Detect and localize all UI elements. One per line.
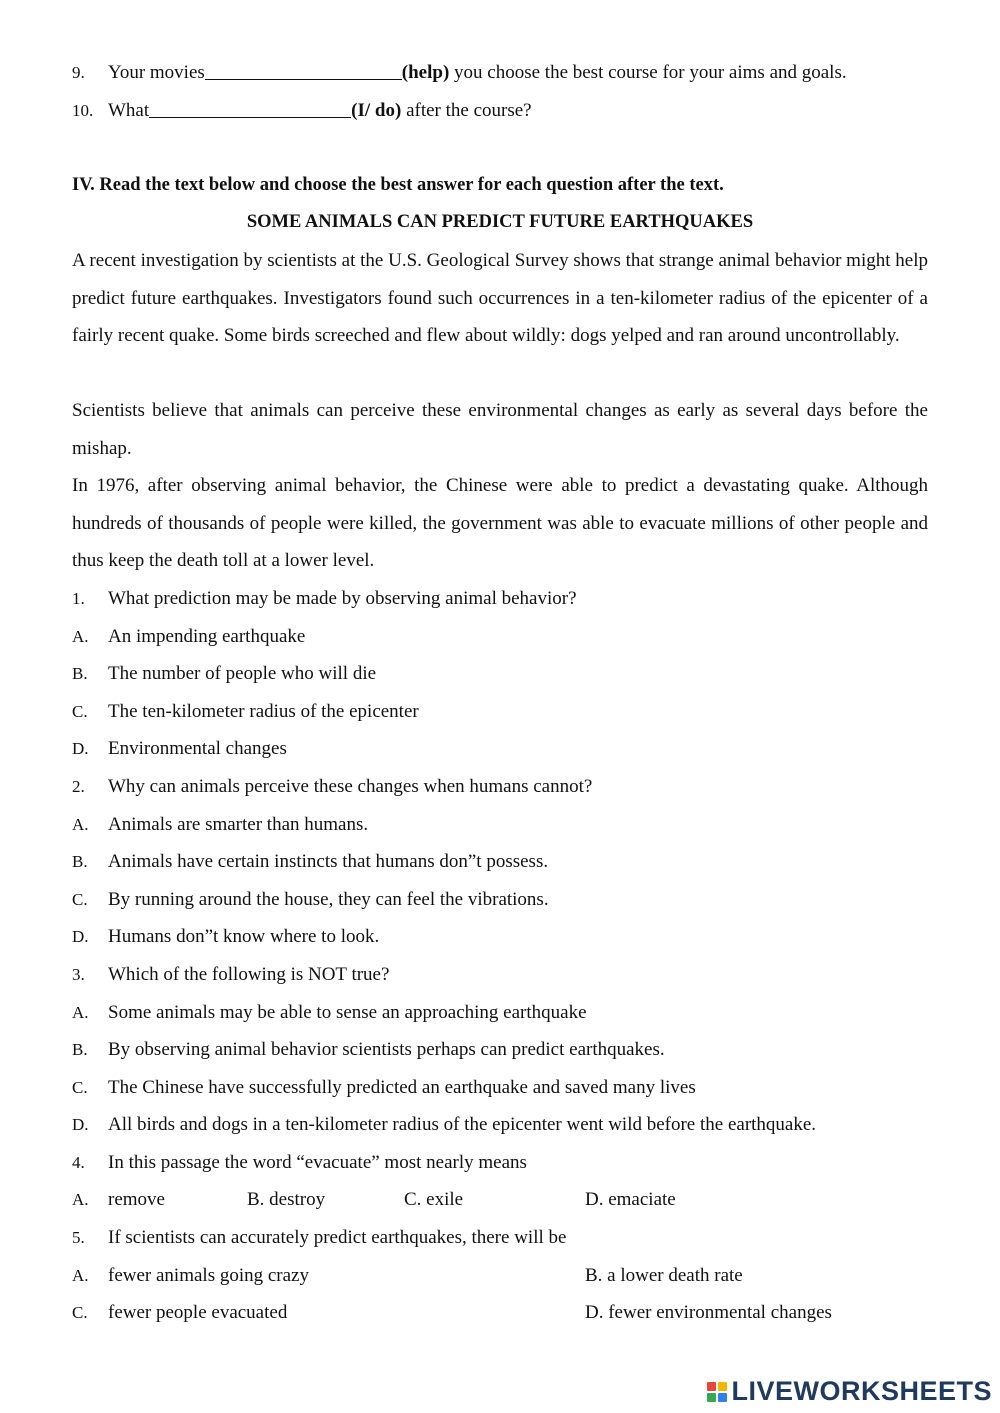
option-letter: B. xyxy=(72,1040,88,1060)
question-text: you choose the best course for your aims and goals. xyxy=(449,62,847,83)
option-1c[interactable] xyxy=(72,693,928,731)
option-4c[interactable]: C. exile xyxy=(404,1189,464,1211)
option-text: fewer animals going crazy xyxy=(108,1264,309,1286)
question-5 xyxy=(72,1219,928,1257)
question-4 xyxy=(72,1144,928,1182)
option-1a[interactable] xyxy=(72,618,928,656)
passage-paragraph-3: In 1976, after observing animal behavior, the Chinese were able to predict a devastating quake. Although hundreds of thousands of people were killed, the government was able to evacuate millions of other people and thus keep the death toll at a lower level. xyxy=(72,474,928,572)
option-letter: C. xyxy=(72,1077,88,1097)
logo-square-green xyxy=(707,1393,716,1402)
option-letter: A. xyxy=(72,1190,89,1210)
option-5c[interactable] xyxy=(72,1294,287,1332)
option-2d[interactable] xyxy=(72,918,928,956)
question-text: Your movies xyxy=(108,62,205,83)
question-number: 2. xyxy=(72,776,85,796)
option-letter: A. xyxy=(72,1265,89,1285)
answer-blank-10[interactable] xyxy=(149,97,351,118)
option-3d[interactable] xyxy=(72,1106,928,1144)
section-heading: IV. Read the text below and choose the best answer for each question after the text. xyxy=(72,174,724,195)
option-letter: B. xyxy=(72,852,88,872)
option-letter: C. xyxy=(72,1303,88,1323)
option-4d[interactable]: D. emaciate xyxy=(585,1189,676,1211)
question-number: 4. xyxy=(72,1152,85,1172)
question-text: What xyxy=(108,99,150,121)
option-5d[interactable]: D. fewer environmental changes xyxy=(585,1302,832,1324)
question-text: Why can animals perceive these changes when humans cannot? xyxy=(108,775,593,797)
option-text: By running around the house, they can feel the vibrations. xyxy=(108,888,549,910)
option-3c[interactable] xyxy=(72,1069,928,1107)
options-row-4 xyxy=(72,1181,928,1219)
option-text: The ten-kilometer radius of the epicenter xyxy=(108,700,419,722)
options-row-5a xyxy=(72,1257,928,1295)
option-text: remove xyxy=(108,1189,165,1211)
option-text: Animals are smarter than humans. xyxy=(108,813,369,835)
logo-square-blue xyxy=(718,1393,727,1402)
logo-text: LIVEWORKSHEETS xyxy=(731,1376,992,1406)
option-letter: C. xyxy=(72,889,88,909)
options-row-5b xyxy=(72,1294,928,1332)
option-letter: A. xyxy=(72,814,89,834)
option-text: By observing animal behavior scientists perhaps can predict earthquakes. xyxy=(108,1039,665,1061)
option-2b[interactable] xyxy=(72,843,928,881)
option-2a[interactable] xyxy=(72,806,928,844)
option-text: Some animals may be able to sense an approaching earthquake xyxy=(108,1001,587,1023)
option-text: The number of people who will die xyxy=(108,663,377,685)
option-letter: D. xyxy=(72,1115,89,1135)
verb-hint: (I/ do) xyxy=(351,99,402,121)
option-text: The Chinese have successfully predicted an earthquake and saved many lives xyxy=(108,1076,696,1098)
option-letter: B. xyxy=(72,664,88,684)
question-10 xyxy=(72,92,928,130)
option-letter: D. xyxy=(72,739,89,759)
question-2 xyxy=(72,768,928,806)
logo-square-yellow xyxy=(718,1382,727,1391)
question-3 xyxy=(72,956,928,994)
question-number: 3. xyxy=(72,964,85,984)
passage-paragraph-2: Scientists believe that animals can perceive these environmental changes as early as several days before the mishap. xyxy=(72,399,928,459)
passage-title: SOME ANIMALS CAN PREDICT FUTURE EARTHQUAKES xyxy=(246,212,754,233)
question-number: 10. xyxy=(72,100,94,120)
question-text: What prediction may be made by observing animal behavior? xyxy=(108,587,577,609)
option-text: Animals have certain instincts that humans don”t possess. xyxy=(108,851,549,873)
question-number: 5. xyxy=(72,1228,85,1248)
question-number: 1. xyxy=(72,588,85,608)
verb-hint: (help) xyxy=(401,62,450,83)
option-text: Environmental changes xyxy=(108,738,287,760)
option-5a[interactable] xyxy=(72,1257,309,1295)
liveworksheets-logo xyxy=(707,1376,992,1407)
option-3b[interactable] xyxy=(72,1031,928,1069)
question-text: after the course? xyxy=(401,99,532,121)
question-9 xyxy=(72,54,928,92)
option-letter: D. xyxy=(72,927,89,947)
option-4b[interactable]: B. destroy xyxy=(247,1189,326,1211)
option-text: An impending earthquake xyxy=(108,625,306,647)
option-3a[interactable] xyxy=(72,994,928,1032)
option-letter: C. xyxy=(72,701,88,721)
question-text: Which of the following is NOT true? xyxy=(108,963,390,985)
worksheet-page xyxy=(72,54,928,1332)
option-1d[interactable] xyxy=(72,730,928,768)
option-letter: A. xyxy=(72,626,89,646)
passage-paragraph-1: A recent investigation by scientists at the U.S. Geological Survey shows that strange animal behavior might help predict future earthquakes. Investigators found such occurrences in a ten-kilometer radius of the epicenter of a fairly recent quake. Some birds screeched and flew about wildly: dogs yelped and ran around uncontrollably. xyxy=(72,249,928,347)
option-letter: A. xyxy=(72,1002,89,1022)
option-5b[interactable]: B. a lower death rate xyxy=(585,1264,743,1286)
option-2c[interactable] xyxy=(72,881,928,919)
question-number: 9. xyxy=(72,63,85,82)
option-1b[interactable] xyxy=(72,655,928,693)
option-4a[interactable] xyxy=(72,1181,165,1219)
option-text: All birds and dogs in a ten-kilometer radius of the epicenter went wild before the earthquake. xyxy=(108,1114,817,1136)
question-1 xyxy=(72,580,928,618)
answer-blank-9[interactable] xyxy=(205,59,402,80)
liveworksheets-logo-icon xyxy=(707,1382,727,1402)
option-text: fewer people evacuated xyxy=(108,1302,288,1324)
option-text: Humans don”t know where to look. xyxy=(108,926,380,948)
logo-square-red xyxy=(707,1382,716,1391)
question-text: If scientists can accurately predict earthquakes, there will be xyxy=(108,1227,567,1249)
question-text: In this passage the word “evacuate” most nearly means xyxy=(108,1151,527,1173)
